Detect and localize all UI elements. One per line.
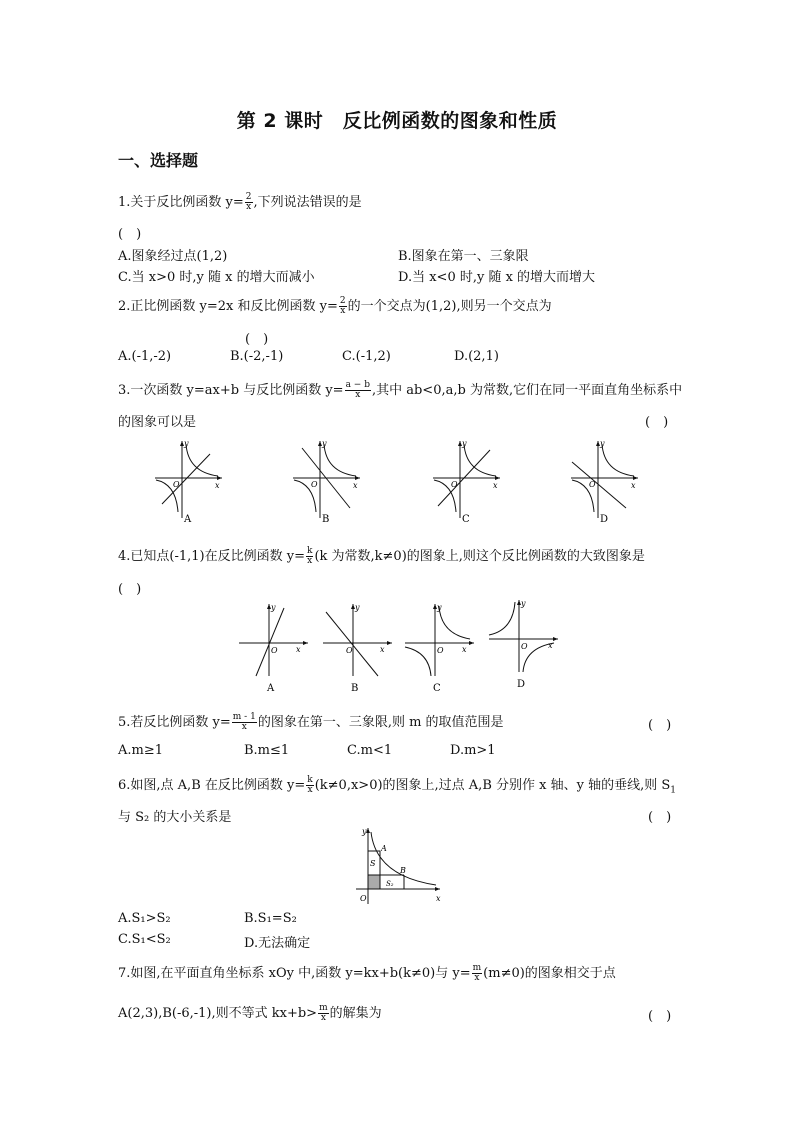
q3d-origin: O bbox=[589, 480, 596, 489]
q3d-caption: D bbox=[600, 514, 609, 525]
q5-frac-num: m - 1 bbox=[232, 712, 256, 722]
q4c-y-label: y bbox=[437, 603, 442, 612]
q4d-origin: O bbox=[521, 642, 528, 651]
question-7-stem bbox=[118, 962, 616, 983]
q3a-caption: A bbox=[184, 514, 192, 525]
q3a-y-label: y bbox=[184, 439, 189, 448]
q5-frac-den: x bbox=[241, 722, 247, 732]
q7-line2-post: 的解集为 bbox=[329, 1006, 382, 1021]
q5-option-a[interactable]: A.m≥1 bbox=[118, 743, 164, 758]
q6-option-a[interactable]: A.S₁>S₂ bbox=[118, 911, 171, 926]
q6-frac-den: x bbox=[307, 785, 313, 795]
q4d-caption: D bbox=[517, 679, 526, 690]
q7-frac-num: m bbox=[472, 963, 482, 973]
q3c-y-label: y bbox=[462, 439, 467, 448]
q5-option-d[interactable]: D.m>1 bbox=[450, 743, 496, 758]
q1-option-d[interactable]: D.当 x<0 时,y 随 x 的增大而增大 bbox=[398, 270, 596, 285]
q3b-caption: B bbox=[322, 514, 330, 525]
q5-option-b[interactable]: B.m≤1 bbox=[244, 743, 290, 758]
q3b-y-label: y bbox=[322, 439, 327, 448]
q3c-caption: C bbox=[462, 514, 470, 525]
q1-fraction bbox=[245, 193, 253, 212]
q4d-y-label: y bbox=[521, 599, 526, 608]
question-2-stem bbox=[118, 295, 552, 316]
q5-answer-paren[interactable]: ( ) bbox=[648, 718, 672, 733]
q7-line2-pre: A(2,3),B(-6,-1),则不等式 kx+b> bbox=[118, 1006, 318, 1021]
q6-text-pre: 6.如图,点 A,B 在反比例函数 y= bbox=[118, 778, 306, 793]
q2-option-b[interactable]: B.(-2,-1) bbox=[230, 349, 284, 364]
q3-stem-line2: 的图象可以是 bbox=[118, 415, 197, 430]
q6-answer-paren[interactable]: ( ) bbox=[648, 810, 672, 825]
q3d-y-label: y bbox=[600, 439, 605, 448]
q6-fraction bbox=[306, 776, 313, 795]
q2-text-post: 的一个交点为(1,2),则另一个交点为 bbox=[347, 299, 552, 314]
q4-answer-paren[interactable]: ( ) bbox=[118, 582, 142, 597]
q2-frac-num: 2 bbox=[339, 296, 346, 306]
q4-frac-num: k bbox=[306, 546, 313, 556]
q3c-x-label: x bbox=[493, 481, 498, 490]
q6-frac-num: k bbox=[307, 775, 313, 785]
q7-line2-fraction bbox=[318, 1004, 329, 1023]
question-5-stem bbox=[118, 711, 504, 732]
q6-s1-label: S bbox=[370, 859, 376, 868]
q3-graph-d[interactable] bbox=[566, 436, 646, 526]
q4-graph-a[interactable] bbox=[236, 600, 316, 695]
q1-answer-paren[interactable]: ( ) bbox=[118, 227, 142, 242]
q6-s2-label: S₂ bbox=[386, 880, 394, 888]
q2-answer-paren[interactable]: ( ) bbox=[245, 332, 269, 347]
q4c-caption: C bbox=[433, 683, 441, 694]
q1-option-a[interactable]: A.图象经过点(1,2) bbox=[118, 249, 228, 264]
q3-graph-c[interactable] bbox=[428, 436, 508, 526]
q2-option-c[interactable]: C.(-1,2) bbox=[342, 349, 391, 364]
q3-text-post: ,其中 ab<0,a,b 为常数,它们在同一平面直角坐标系中 bbox=[371, 383, 683, 398]
q4-fraction bbox=[306, 547, 313, 566]
q6-s1-sub: 1 bbox=[670, 785, 676, 796]
q2-option-d[interactable]: D.(2,1) bbox=[454, 349, 499, 364]
q1-option-b[interactable]: B.图象在第一、三象限 bbox=[398, 249, 529, 264]
q5-text-post: 的图象在第一、三象限,则 m 的取值范围是 bbox=[257, 715, 504, 730]
q4a-caption: A bbox=[267, 683, 275, 694]
q7-text-post: (m≠0)的图象相交于点 bbox=[483, 966, 616, 981]
q4a-x-label: x bbox=[296, 645, 301, 654]
q3a-origin: O bbox=[173, 480, 180, 489]
q4-text-post: (k 为常数,k≠0)的图象上,则这个反比例函数的大致图象是 bbox=[314, 549, 645, 564]
q3-text-pre: 3.一次函数 y=ax+b 与反比例函数 y= bbox=[118, 383, 344, 398]
section-heading: 一、选择题 bbox=[118, 151, 199, 170]
q4c-x-label: x bbox=[462, 645, 467, 654]
question-4-stem bbox=[118, 545, 645, 566]
q5-text-pre: 5.若反比例函数 y= bbox=[118, 715, 231, 730]
q3a-x-label: x bbox=[215, 481, 220, 490]
q6-option-b[interactable]: B.S₁=S₂ bbox=[244, 911, 297, 926]
q6-option-c[interactable]: C.S₁<S₂ bbox=[118, 932, 171, 947]
q4-text-pre: 4.已知点(-1,1)在反比例函数 y= bbox=[118, 549, 305, 564]
q7-fraction bbox=[472, 964, 483, 983]
q4a-origin: O bbox=[271, 646, 278, 655]
q6-x-label: x bbox=[436, 894, 441, 903]
q3b-origin: O bbox=[311, 480, 318, 489]
q6-text-post: (k≠0,x>0)的图象上,过点 A,B 分别作 x 轴、y 轴的垂线,则 S bbox=[314, 778, 671, 793]
q3-fraction bbox=[345, 381, 371, 400]
q4b-caption: B bbox=[351, 683, 359, 694]
question-1-stem bbox=[118, 191, 362, 212]
q3-graph-b[interactable] bbox=[288, 436, 368, 526]
q7-stem-line2 bbox=[118, 1002, 382, 1023]
question-3-stem bbox=[118, 379, 682, 400]
q6-origin: O bbox=[360, 894, 367, 903]
q5-fraction bbox=[232, 713, 257, 732]
page-title: 第 2 课时 反比例函数的图象和性质 bbox=[236, 110, 558, 132]
q6-stem-line2: 与 S₂ 的大小关系是 bbox=[118, 810, 232, 825]
question-6-stem bbox=[118, 774, 676, 796]
q4b-y-label: y bbox=[355, 603, 360, 612]
q7-text-pre: 7.如图,在平面直角坐标系 xOy 中,函数 y=kx+b(k≠0)与 y= bbox=[118, 966, 471, 981]
q6-point-a: A bbox=[381, 844, 387, 853]
q6-y-label: y bbox=[362, 827, 367, 836]
q7-answer-paren[interactable]: ( ) bbox=[648, 1009, 672, 1024]
q7-line2-frac-num: m bbox=[319, 1003, 328, 1013]
q4-graph-d[interactable] bbox=[486, 596, 566, 691]
q2-option-a[interactable]: A.(-1,-2) bbox=[118, 349, 172, 364]
q5-option-c[interactable]: C.m<1 bbox=[347, 743, 393, 758]
q2-frac-den: x bbox=[340, 306, 346, 316]
q6-overlap-area bbox=[368, 875, 380, 889]
q2-fraction bbox=[339, 297, 347, 316]
q2-text-pre: 2.正比例函数 y=2x 和反比例函数 y= bbox=[118, 299, 338, 314]
q1-frac-num: 2 bbox=[245, 192, 252, 202]
q7-frac-den: x bbox=[474, 973, 480, 983]
q1-text-pre: 1.关于反比例函数 y= bbox=[118, 195, 244, 210]
q3-answer-paren[interactable]: ( ) bbox=[645, 415, 669, 430]
q4b-x-label: x bbox=[380, 645, 385, 654]
q3-frac-den: x bbox=[355, 390, 361, 400]
q4-graph-b[interactable] bbox=[320, 600, 400, 695]
q3-graph-a[interactable] bbox=[150, 436, 230, 526]
q6-point-b: B bbox=[400, 866, 406, 875]
q4a-y-label: y bbox=[271, 603, 276, 612]
q7-line2-frac-den: x bbox=[320, 1013, 326, 1023]
q1-text-post: ,下列说法错误的是 bbox=[253, 195, 362, 210]
q3-frac-num: a − b bbox=[345, 380, 370, 390]
q4-graph-c[interactable] bbox=[402, 600, 482, 695]
q1-option-c[interactable]: C.当 x>0 时,y 随 x 的增大而减小 bbox=[118, 270, 315, 285]
q1-frac-den: x bbox=[246, 202, 252, 212]
q3b-x-label: x bbox=[353, 481, 358, 490]
q4b-origin: O bbox=[346, 646, 353, 655]
q3c-origin: O bbox=[451, 480, 458, 489]
q3d-x-label: x bbox=[631, 481, 636, 490]
q4c-origin: O bbox=[437, 646, 444, 655]
q4d-x-label: x bbox=[548, 641, 553, 650]
q6-figure bbox=[352, 824, 444, 908]
q4-frac-den: x bbox=[307, 556, 313, 566]
q6-option-d[interactable]: D.无法确定 bbox=[244, 936, 311, 951]
